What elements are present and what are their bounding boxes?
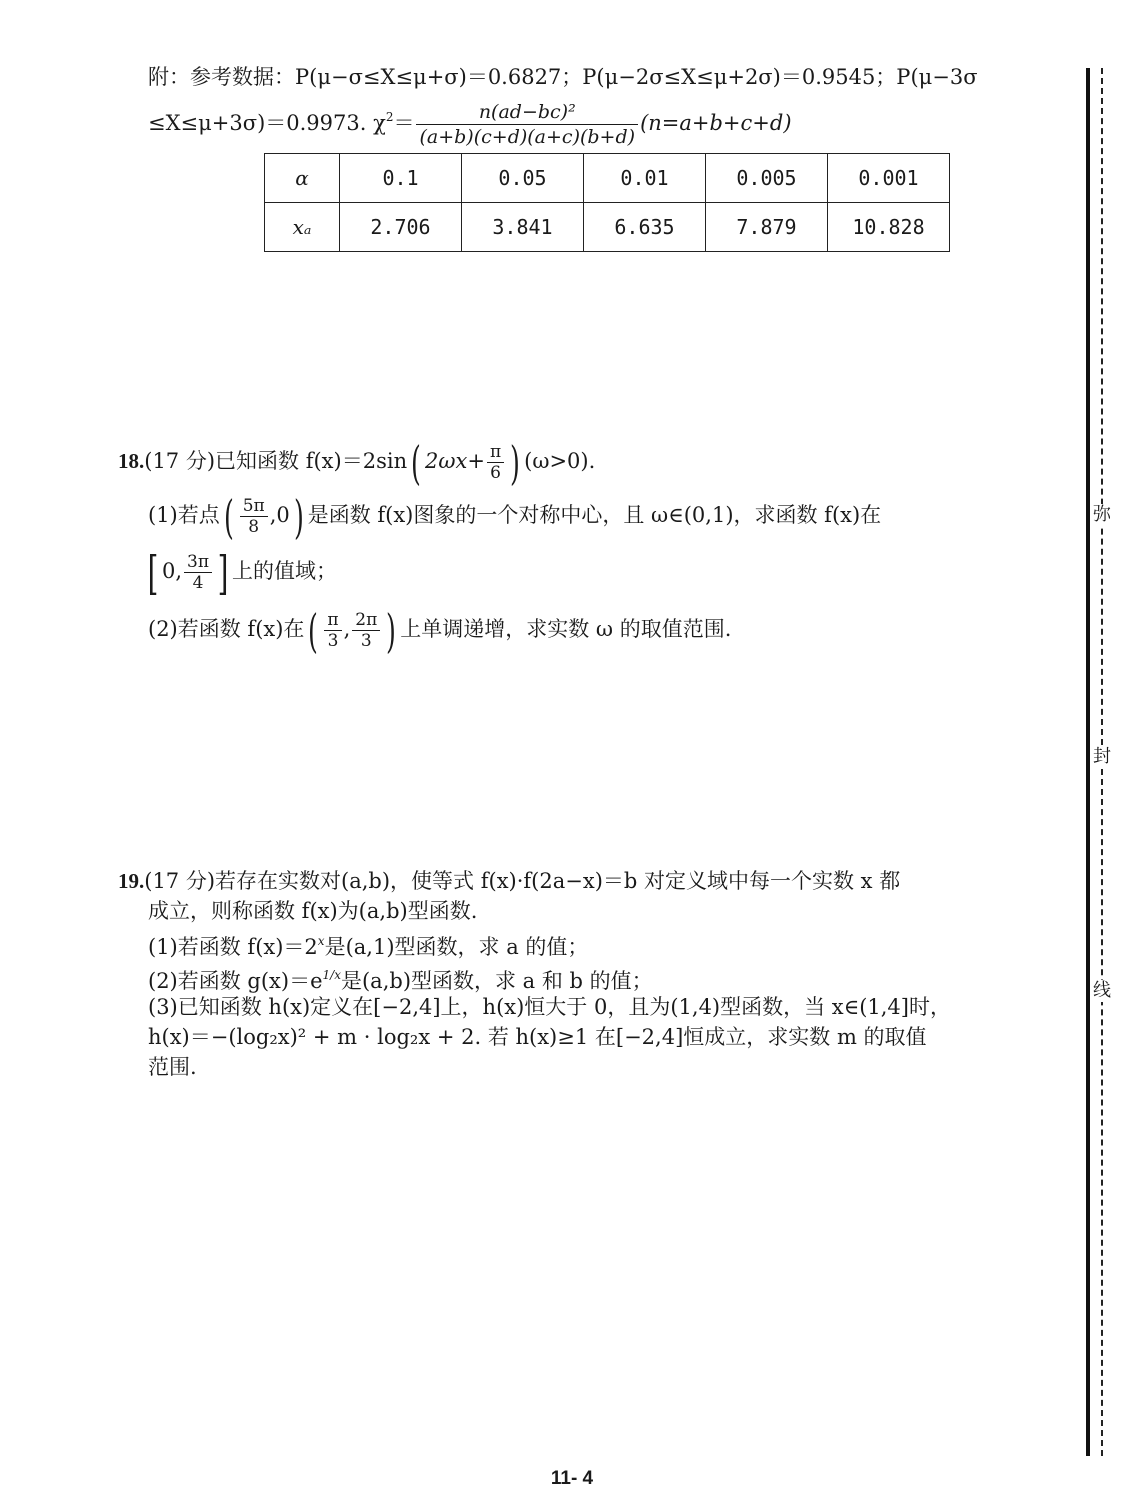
seal-mark-feng: 封: [1093, 746, 1111, 767]
q19-part2-text-end: 是(a,b)型函数，求 a 和 b 的值；: [340, 969, 653, 993]
q19-number: 19.: [118, 869, 145, 893]
q18-part1-text-end: 上的值域；: [231, 559, 337, 583]
chi-square-superscript: 2: [385, 110, 394, 124]
seal-mark-xian: 线: [1093, 980, 1111, 1001]
q19-part1-text-end: 是(a,1)型函数，求 a 的值；: [324, 935, 589, 959]
table-header-alpha: α: [265, 154, 340, 203]
fraction-pi-6: [487, 442, 504, 483]
right-bracket: ]: [217, 545, 229, 600]
page-number: 11- 4: [550, 1468, 594, 1489]
fraction-numerator: 5π: [240, 496, 268, 517]
q19-part1: [148, 926, 588, 962]
q19-part2: [148, 960, 653, 996]
fraction-numerator: 2π: [352, 610, 380, 631]
q18-stem: [118, 435, 596, 490]
q18-part2: (2)若函数 f(x)在( $\frac{\pi}{3}$ , $\frac{2\pi}{3}$ ) 上单调递增，求实数 ω 的取值范围.: [148, 603, 732, 658]
table-cell: 0.005: [706, 154, 828, 203]
table-cell: 0.1: [340, 154, 462, 203]
table-row: [265, 154, 950, 203]
table-cell: 7.879: [706, 203, 828, 252]
q19-part3-line1: (3)已知函数 h(x)定义在[−2,4]上，h(x)恒大于 0，且为(1,4)型函数，当 x∈(1,4]时，: [148, 995, 951, 1019]
formula-n-definition: (n=a+b+c+d): [640, 111, 792, 135]
q18-argument: 2ωx+: [425, 449, 485, 473]
fraction-pi-3: [324, 610, 341, 651]
fraction-3pi-4: [184, 552, 212, 593]
q18-part1-label: (1)若点: [148, 503, 220, 527]
chi-square-formula-fraction: [416, 100, 638, 149]
table-cell: 6.635: [584, 203, 706, 252]
q18-omega-condition: (ω>0).: [524, 449, 596, 473]
right-paren: ): [386, 603, 397, 658]
reference-equals: ＝: [393, 111, 415, 135]
reference-line-2-prefix: ≤X≤μ+3σ)＝0.9973. χ: [148, 111, 386, 135]
fraction-denominator: 3: [360, 631, 372, 651]
table-cell: 2.706: [340, 203, 462, 252]
table-cell: 0.01: [584, 154, 706, 203]
formula-denominator: (a+b)(c+d)(a+c)(b+d): [419, 126, 636, 148]
table-cell: 0.05: [462, 154, 584, 203]
table-row: [265, 203, 950, 252]
right-paren: ): [510, 435, 521, 490]
reference-line-1: 附：参考数据：P(μ−σ≤X≤μ+σ)＝0.6827；P(μ−2σ≤X≤μ+2σ)＝0.9545；P(μ−3σ: [148, 65, 978, 89]
fraction-denominator: 4: [192, 573, 204, 593]
exponent-1-over-x: 1/x: [322, 968, 341, 982]
fraction-numerator: π: [487, 442, 504, 463]
table-cell: 10.828: [828, 203, 950, 252]
left-bracket: [: [147, 545, 159, 600]
left-paren: (: [411, 435, 422, 490]
q19-part3-line3: 范围.: [148, 1055, 197, 1079]
q18-part1-line2: [144, 545, 337, 600]
fraction-2pi-3: [352, 610, 380, 651]
reference-line-2: [148, 100, 792, 149]
range-start: 0,: [161, 559, 182, 583]
q19-part1-text: (1)若函数 f(x)＝2: [148, 935, 318, 959]
table-cell: 0.001: [828, 154, 950, 203]
q18-part2-text: 上单调递增，求实数 ω 的取值范围.: [400, 617, 732, 641]
table-cell: 3.841: [462, 203, 584, 252]
critical-value-table: [264, 153, 950, 252]
point-y-coordinate: ,0: [269, 503, 290, 527]
binding-solid-line: [1086, 68, 1090, 1456]
q18-stem-text: (17 分)已知函数 f(x)＝2sin: [144, 449, 408, 473]
left-paren: (: [308, 603, 319, 658]
fraction-5pi-8: [240, 496, 268, 537]
q19-stem-text: (17 分)若存在实数对(a,b)，使等式 f(x)·f(2a−x)＝b 对定义域中每一个实数 x 都: [144, 869, 901, 893]
fraction-denominator: 3: [327, 631, 339, 651]
right-paren: ): [293, 489, 304, 544]
fraction-numerator: π: [324, 610, 341, 631]
q18-number: 18.: [118, 449, 145, 473]
left-paren: (: [223, 489, 234, 544]
q18-part1-text: 是函数 f(x)图象的一个对称中心，且 ω∈(0,1)，求函数 f(x)在: [307, 503, 882, 527]
q19-line-2: 成立，则称函数 f(x)为(a,b)型函数.: [148, 899, 478, 923]
table-header-x-alpha: xₐ: [265, 203, 340, 252]
seal-mark-mi: 弥: [1093, 504, 1111, 525]
formula-numerator: n(ad−bc)²: [416, 100, 638, 125]
q18-part1-line1: [148, 489, 882, 544]
fraction-denominator: 6: [490, 463, 501, 483]
fraction-numerator: 3π: [184, 552, 212, 573]
q19-line-1: [118, 866, 900, 896]
q19-part3-line2: h(x)＝−(log₂x)² + m · log₂x + 2. 若 h(x)≥1 在[−2,4]恒成立，求实数 m 的取值: [148, 1025, 927, 1049]
fraction-denominator: 8: [248, 517, 260, 537]
q19-part2-text: (2)若函数 g(x)＝e: [148, 969, 323, 993]
exponent-x: x: [317, 934, 325, 948]
q18-part2-label: (2)若函数 f(x)在: [148, 617, 305, 641]
